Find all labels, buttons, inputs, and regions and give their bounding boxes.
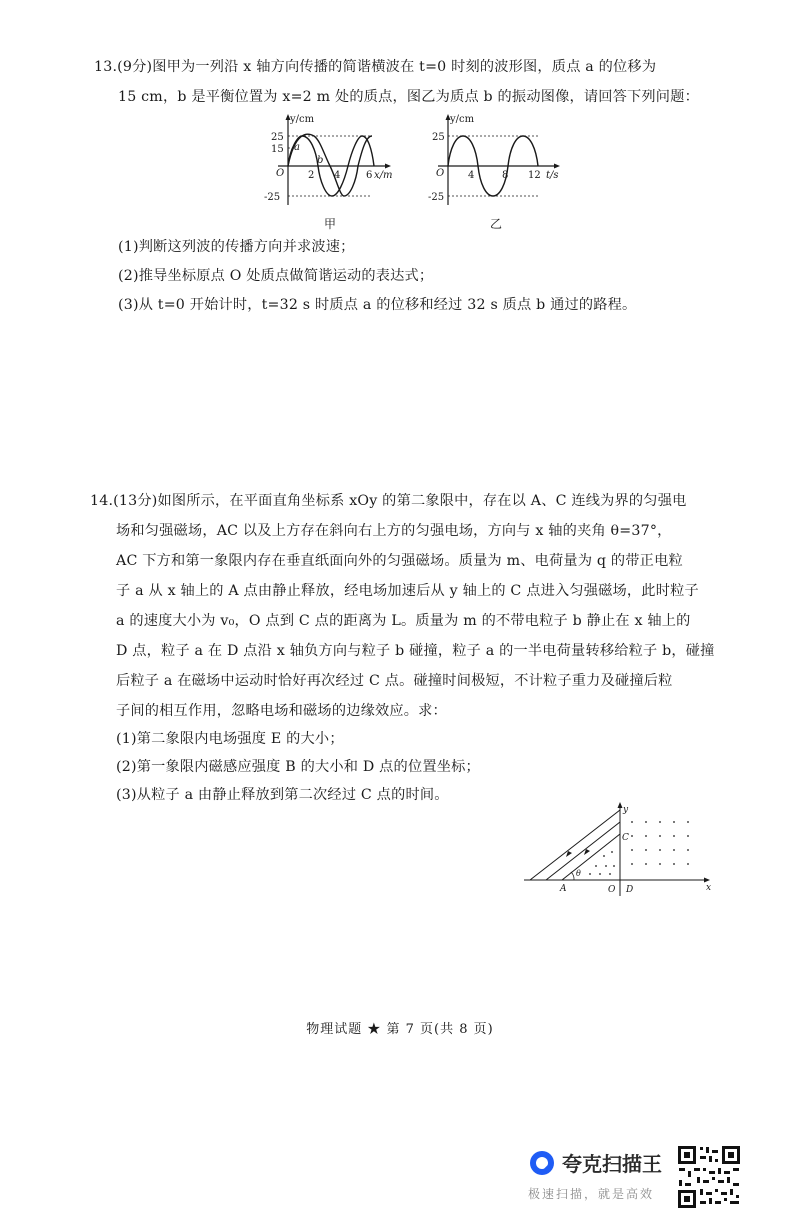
q14-line-4: 子 a 从 x 轴上的 A 点由静止释放，经电场加速后从 y 轴上的 C 点进入匀强磁场，此时粒子 [116,583,699,599]
fig14-y: y [623,805,629,815]
jia-point-b: b [317,155,324,166]
fig14-theta: θ [576,869,581,878]
q13-sub-1: (1)判断这列波的传播方向并求波速； [118,239,355,255]
yi-tick-neg25: -25 [428,192,445,203]
fig14-A: A [560,884,567,894]
brand-slogan: 极速扫描，就是高效 [528,1187,655,1201]
jia-tick-25: 25 [271,132,284,143]
q14-line-6: D 点，粒子 a 在 D 点沿 x 轴负方向与粒子 b 碰撞，粒子 a 的一半电荷量转移给粒子 b，碰撞 [116,643,715,659]
quark-logo-icon [528,1149,556,1177]
brand-name: 夸克扫描王 [562,1152,662,1176]
q13-sub-2: (2)推导坐标原点 O 处质点做简谐运动的表达式； [118,268,434,284]
page-footer: 物理试题 ★ 第 7 页(共 8 页) [306,1022,494,1037]
figure-q14-field-diagram [520,800,715,900]
yi-tick-4: 4 [468,170,475,181]
jia-origin: O [276,168,285,179]
jia-tick-neg25: -25 [264,192,281,203]
jia-point-a: a [294,142,300,153]
q14-sub-2: (2)第一象限内磁感应强度 B 的大小和 D 点的位置坐标； [116,759,480,775]
yi-caption: 乙 [490,217,503,231]
jia-tick-15: 15 [271,144,284,155]
fig14-O: O [608,885,616,895]
figure-yi-vibration [428,110,573,232]
jia-tick-6: 6 [366,170,373,181]
yi-tick-12: 12 [528,170,541,181]
q14-line-3: AC 下方和第一象限内存在垂直纸面向外的匀强磁场。质量为 m、电荷量为 q 的带正电粒 [116,553,683,569]
jia-tick-2: 2 [308,170,315,181]
q13-line-1: 13.(9分)图甲为一列沿 x 轴方向传播的简谐横波在 t=0 时刻的波形图，质点 a 的位移为 [94,59,657,75]
jia-xlabel: x/m [374,170,393,181]
q14-line-5: a 的速度大小为 v₀，O 点到 C 点的距离为 L。质量为 m 的不带电粒子 b 静止在 x 轴上的 [116,613,691,629]
yi-origin: O [436,168,445,179]
q14-line-1: 14.(13分)如图所示，在平面直角坐标系 xOy 的第二象限中，存在以 A、C 连线为界的匀强电 [90,493,687,509]
q14-line-2: 场和匀强磁场，AC 以及上方存在斜向右上方的匀强电场，方向与 x 轴的夹角 θ=37°， [116,523,672,539]
q13-sub-3: (3)从 t=0 开始计时，t=32 s 时质点 a 的位移和经过 32 s 质点 b 通过的路程。 [118,297,637,313]
q14-sub-1: (1)第二象限内电场强度 E 的大小； [116,731,344,747]
q13-line-2: 15 cm，b 是平衡位置为 x=2 m 处的质点，图乙为质点 b 的振动图像，请回答下列问题： [118,89,699,105]
qr-code-icon [676,1144,742,1210]
yi-tick-8: 8 [502,170,509,181]
fig14-D: D [626,885,634,895]
yi-tick-25: 25 [432,132,445,143]
figure-jia-wave [262,110,402,232]
yi-xlabel: t/s [546,170,559,181]
jia-tick-4: 4 [334,170,341,181]
jia-ylabel: y/cm [290,114,315,125]
yi-ylabel: y/cm [450,114,475,125]
fig14-x: x [706,883,712,893]
q14-sub-3: (3)从粒子 a 由静止释放到第二次经过 C 点的时间。 [116,787,449,803]
jia-caption: 甲 [324,217,337,231]
q14-line-8: 子间的相互作用，忽略电场和磁场的边缘效应。求： [116,703,447,719]
q14-line-7: 后粒子 a 在磁场中运动时恰好再次经过 C 点。碰撞时间极短，不计粒子重力及碰撞后粒 [116,673,673,689]
scanner-brand [528,1148,662,1202]
fig14-C: C [622,833,629,843]
